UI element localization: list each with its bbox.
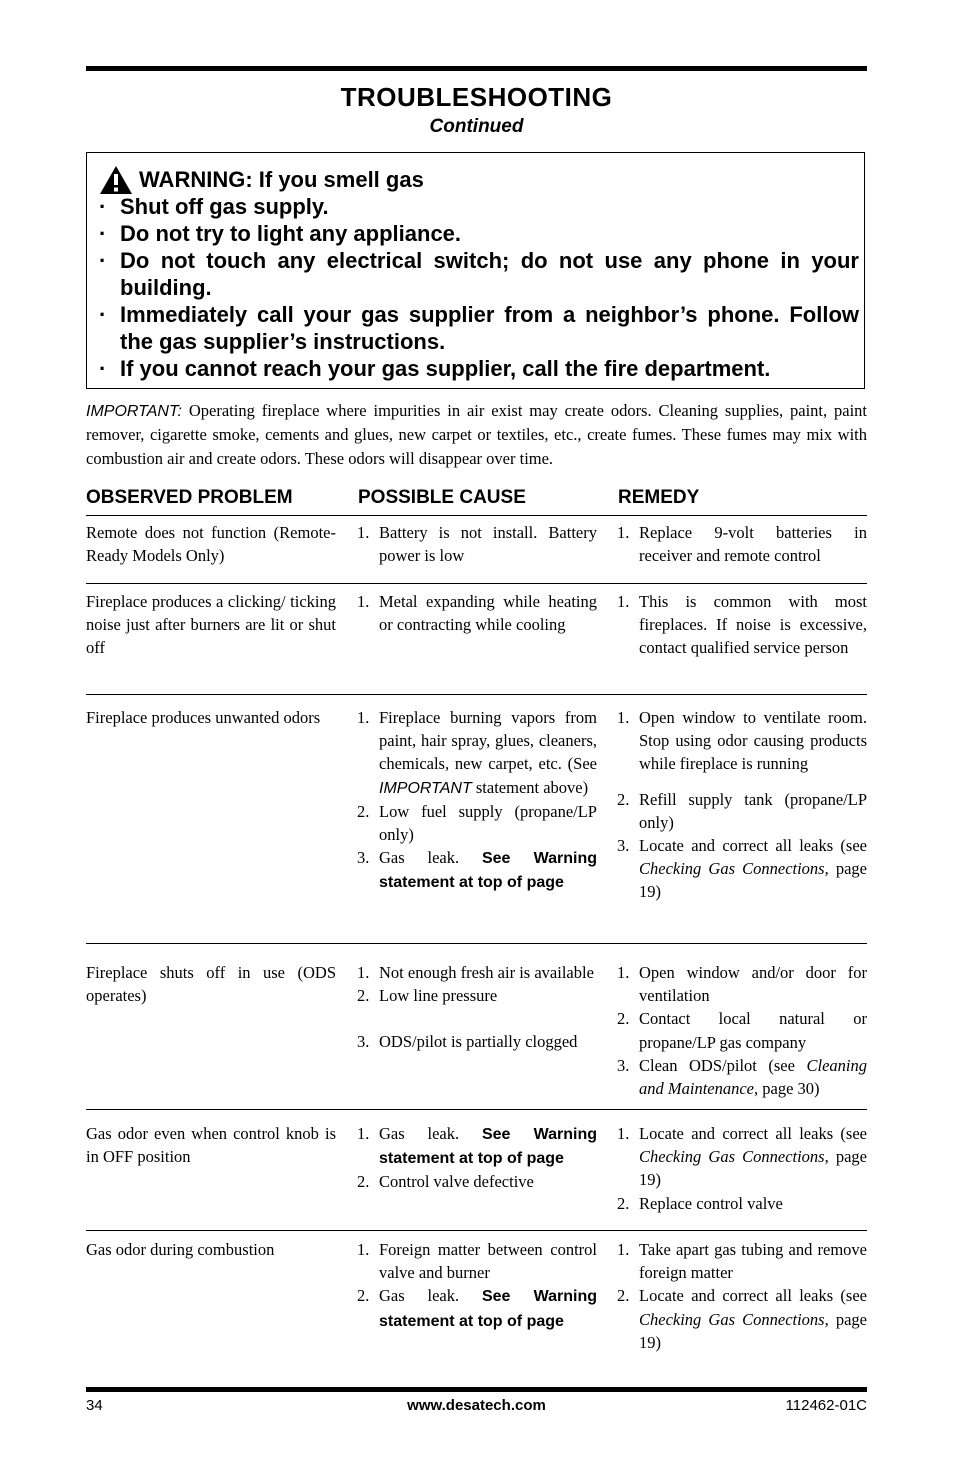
problem-cell: Gas odor during combustion [86, 1240, 275, 1259]
item-number: 1. [617, 523, 630, 542]
header-remedy: REMEDY [618, 487, 700, 508]
item-number: 1. [617, 592, 630, 611]
item-text: Low fuel supply (propane/LP only) [379, 801, 597, 845]
problem-cell: Fireplace produces a clicking/ ticking noise just after burners are lit or shut off [86, 592, 336, 658]
item-text: Open window to ventilate room. Stop using odor causing products while fireplace is running [639, 708, 867, 774]
cross-reference: Checking Gas Connections [639, 1309, 825, 1329]
row-divider [86, 515, 867, 516]
cross-reference: Checking Gas Connections [639, 1147, 825, 1167]
row-divider [86, 1109, 867, 1110]
warning-heading [99, 165, 424, 195]
warning-item: · Do not touch any electrical switch; do not use any phone in your building. [99, 248, 859, 300]
item-text: Refill supply tank (propane/LP only) [639, 789, 867, 832]
cross-reference: Checking Gas Connections, [639, 859, 829, 879]
item-number: 3. [617, 836, 630, 856]
remedy-item [617, 1122, 867, 1192]
remedy-item [617, 1054, 867, 1100]
remedy-item [617, 590, 867, 660]
item-number: 1. [357, 963, 370, 982]
warning-reference: See Warning statement at top of page [379, 1288, 597, 1330]
remedy-item [617, 521, 867, 567]
item-number: 2. [617, 1009, 630, 1029]
item-number: 1. [357, 1240, 370, 1259]
row-divider [86, 583, 867, 584]
cross-reference: Cleaning and Maintenance [639, 1055, 867, 1099]
item-text: Low line pressure [379, 986, 498, 1006]
item-number: 1. [357, 1124, 370, 1143]
cause-item [357, 706, 597, 800]
header-possible-cause: POSSIBLE CAUSE [358, 487, 526, 508]
item-text: Locate and correct all leaks (see [639, 1124, 867, 1143]
item-number: 2. [617, 789, 630, 809]
important-note [86, 399, 867, 470]
item-text: Locate and correct all leaks (see [639, 1286, 867, 1306]
item-number: 2. [357, 801, 370, 821]
cause-item [357, 961, 597, 984]
page-number: 34 [86, 1397, 103, 1414]
item-number: 2. [617, 1193, 630, 1213]
problem-cell: Fireplace shuts off in use (ODS operates) [86, 963, 336, 1006]
item-number: 1. [357, 523, 370, 542]
item-text: Gas leak. [379, 1286, 482, 1306]
document-code: 112462-01C [785, 1397, 867, 1414]
item-text: Replace control valve [639, 1193, 783, 1213]
item-text: ODS/pilot is partially clogged [379, 1032, 578, 1052]
item-text: Open window and/or door for ventilation [639, 963, 867, 1006]
warning-title: WARNING: If you smell gas [139, 167, 424, 192]
cause-cell [357, 590, 597, 636]
cause-cell [357, 706, 597, 895]
important-label: IMPORTANT: [86, 403, 182, 420]
warning-reference: See Warning statement at top of page [379, 850, 597, 892]
header-observed-problem: OBSERVED PROBLEM [86, 487, 293, 508]
item-number: 1. [357, 708, 370, 727]
website-url: www.desatech.com [407, 1397, 546, 1414]
item-text-after: statement above) [471, 777, 589, 797]
warning-list [97, 193, 859, 382]
item-text: Battery is not install. Battery power is low [379, 523, 597, 566]
item-text: Locate and correct all leaks (see [639, 836, 867, 856]
warning-box [86, 152, 865, 389]
remedy-cell [617, 1238, 867, 1354]
item-text: Gas leak. [379, 848, 482, 868]
cause-cell [357, 1238, 597, 1333]
cause-cell [357, 1122, 597, 1194]
item-number: 2. [357, 1286, 370, 1306]
problem-cell: Remote does not function (Remote-Ready Models Only) [86, 523, 336, 566]
cause-item [357, 1030, 597, 1053]
warning-reference: See Warning statement at top of page [379, 1126, 597, 1168]
problem-cell: Fireplace produces unwanted odors [86, 708, 321, 727]
cause-item [357, 846, 597, 894]
item-text: Take apart gas tubing and remove foreign matter [639, 1240, 867, 1283]
remedy-item [617, 961, 867, 1007]
cause-item [357, 800, 597, 846]
cause-item [357, 1284, 597, 1332]
cause-item [357, 984, 597, 1007]
item-number: 1. [617, 708, 630, 727]
row-divider [86, 1230, 867, 1231]
remedy-cell [617, 521, 867, 567]
important-text: Operating fireplace where impurities in air exist may create odors. Cleaning supplies, paint, paint remover, cigarette smoke, cements and glues, new carpet or textiles, etc., create fumes. These fumes may mix with combustion air and create odors. These odors will disappear over time. [86, 401, 867, 468]
item-text-after: , page 19) [639, 1147, 867, 1190]
page-subtitle: Continued [429, 116, 524, 137]
remedy-item [617, 1238, 867, 1284]
cross-reference: IMPORTANT [379, 779, 472, 797]
cause-item [357, 1122, 597, 1170]
remedy-cell [617, 590, 867, 660]
warning-item: · Shut off gas supply. [99, 194, 329, 219]
remedy-cell [617, 706, 867, 904]
item-text: Control valve defective [379, 1172, 534, 1192]
top-rule [86, 66, 867, 71]
warning-item: · If you cannot reach your gas supplier, call the fire department. [99, 356, 771, 381]
cause-cell [357, 961, 597, 1054]
item-text: Fireplace burning vapors from paint, hair spray, glues, cleaners, chemicals, new carpet, etc. (See [379, 708, 597, 774]
remedy-cell [617, 1122, 867, 1215]
item-number: 1. [357, 592, 370, 611]
warning-item: · Do not try to light any appliance. [99, 221, 462, 246]
cause-item [357, 521, 597, 567]
item-text: Metal expanding while heating or contracting while cooling [379, 592, 597, 635]
remedy-item [617, 1284, 867, 1354]
item-text: Not enough fresh air is available [379, 963, 594, 982]
remedy-item [617, 834, 867, 904]
item-text: Clean ODS/pilot (see [639, 1055, 807, 1075]
remedy-item [617, 1007, 867, 1053]
remedy-item [617, 788, 867, 834]
item-text: Foreign matter between control valve and burner [379, 1240, 597, 1283]
warning-item: · Immediately call your gas supplier from a neighbor’s phone. Follow the gas supplier’s instructions. [99, 302, 859, 354]
cause-item [357, 1238, 597, 1284]
row-divider [86, 694, 867, 695]
item-text-after: , page 19) [639, 1309, 867, 1352]
row-divider [86, 943, 867, 944]
cause-cell [357, 521, 597, 567]
item-text: Replace 9-volt batteries in receiver and remote control [639, 523, 867, 566]
item-text: Contact local natural or propane/LP gas company [639, 1009, 867, 1052]
item-number: 2. [357, 1172, 370, 1192]
item-number: 3. [357, 1032, 370, 1052]
item-number: 2. [617, 1286, 630, 1306]
item-number: 3. [357, 848, 370, 868]
page-title: TROUBLESHOOTING [340, 82, 613, 112]
bottom-rule [86, 1387, 867, 1392]
item-text-after: , page 30) [754, 1079, 820, 1099]
cause-item [357, 590, 597, 636]
problem-cell: Gas odor even when control knob is in OFF position [86, 1124, 336, 1167]
item-number: 2. [357, 986, 370, 1006]
item-number: 1. [617, 1124, 630, 1143]
item-number: 1. [617, 963, 630, 982]
remedy-item [617, 706, 867, 776]
remedy-cell [617, 961, 867, 1100]
item-text: This is common with most fireplaces. If noise is excessive, contact qualified service person [639, 592, 867, 658]
item-number: 3. [617, 1055, 630, 1075]
item-number: 1. [617, 1240, 630, 1259]
item-text: Gas leak. [379, 1124, 482, 1143]
item-text-after: page 19) [639, 859, 867, 902]
remedy-item [617, 1192, 867, 1215]
cause-item [357, 1170, 597, 1193]
warning-triangle-icon [99, 165, 133, 195]
